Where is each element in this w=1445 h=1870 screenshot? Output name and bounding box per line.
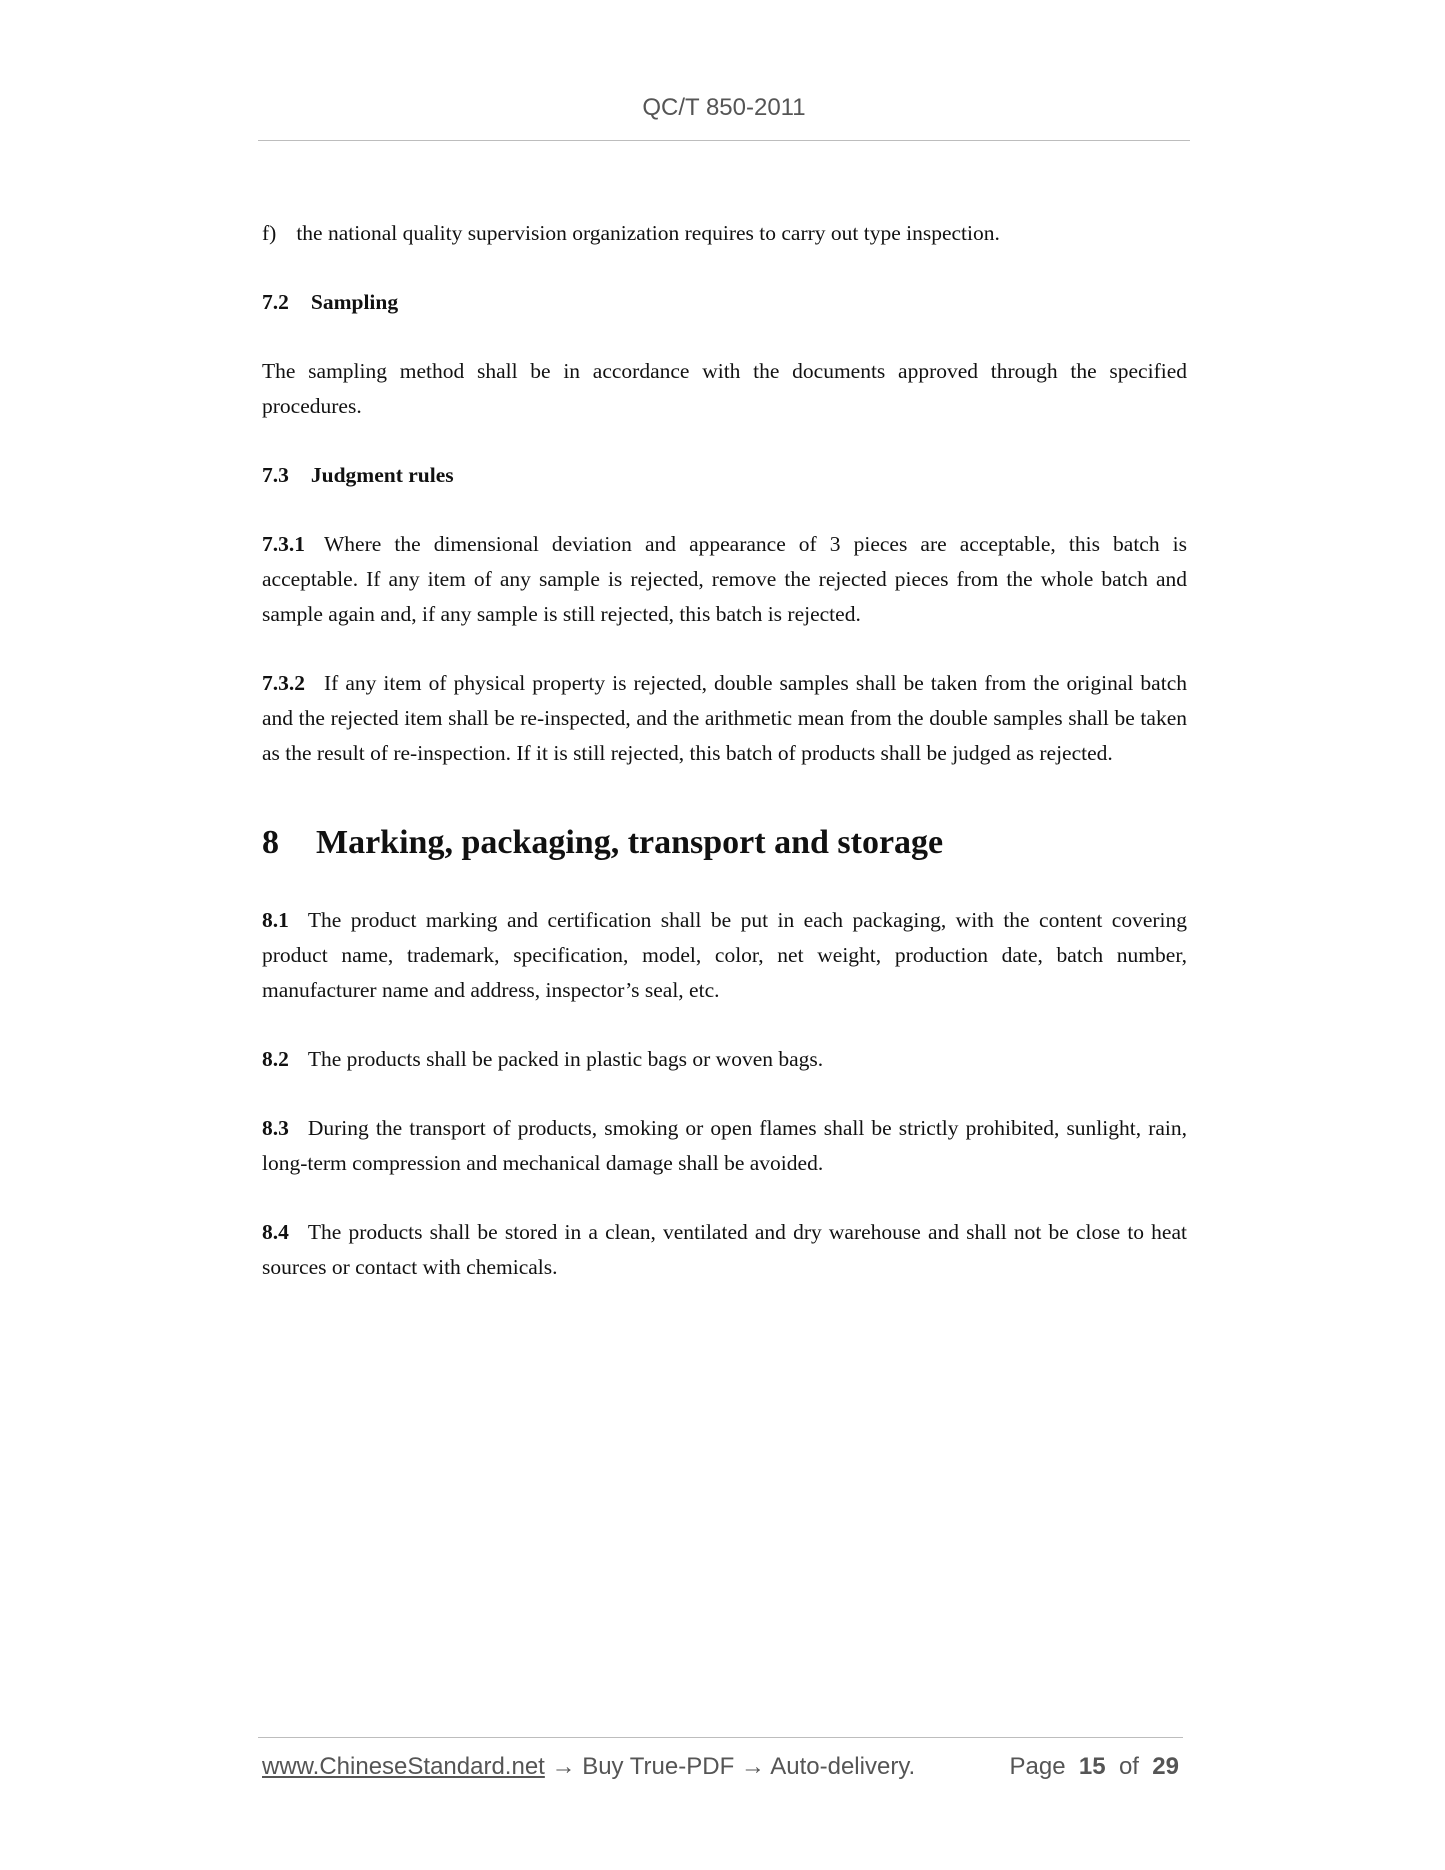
page-word: Page: [1009, 1753, 1066, 1780]
subsection-number: 7.2: [262, 290, 289, 314]
paragraph-sampling: The sampling method shall be in accordance with the documents approved through the specified procedures.: [262, 359, 1187, 418]
subsection-number: 7.3: [262, 463, 289, 487]
clause-number: 8.4: [262, 1220, 289, 1244]
clause-number: 7.3.2: [262, 671, 305, 695]
clause-7-3-2: [262, 666, 1187, 771]
footer-buy-text: Buy True-PDF: [582, 1753, 735, 1780]
clause-number: 7.3.1: [262, 532, 305, 556]
list-item-label: f): [262, 221, 277, 245]
document-body: [262, 216, 1187, 1319]
clause-text: The products shall be packed in plastic bags or woven bags.: [307, 1047, 824, 1071]
header-divider: [258, 140, 1190, 141]
clause-text: During the transport of products, smoking or open flames shall be strictly prohibited, sunlight, rain, long-term compression and mechanical damage shall be avoided.: [262, 1116, 1187, 1175]
clause-number: 8.2: [262, 1047, 289, 1071]
arrow-right-icon: →: [734, 1753, 771, 1780]
section-title: Marking, packaging, transport and storage: [316, 824, 944, 861]
clause-number: 8.1: [262, 908, 289, 932]
subsection-heading-7-3: [262, 458, 1187, 493]
clause-8-3: [262, 1111, 1187, 1181]
section-heading-8: [262, 823, 1187, 863]
page-indicator: [1009, 1753, 1179, 1781]
page-header: QC/T 850-2011: [642, 94, 806, 121]
arrow-right-icon: →: [544, 1753, 583, 1780]
clause-8-4: [262, 1215, 1187, 1285]
clause-text: The products shall be stored in a clean, ventilated and dry warehouse and shall not be close to heat sources or contact with chemicals.: [262, 1220, 1187, 1279]
website-link[interactable]: www.ChineseStandard.net: [262, 1753, 545, 1780]
list-item-text: the national quality supervision organization requires to carry out type inspection.: [296, 221, 1000, 245]
page-total: 29: [1152, 1753, 1179, 1780]
subsection-title: Sampling: [310, 290, 399, 314]
page-current: 15: [1078, 1753, 1106, 1780]
clause-7-3-1: [262, 527, 1187, 632]
clause-text: The product marking and certification shall be put in each packaging, with the content covering product name, trademark, specification, model, color, net weight, production date, batch number, manufacturer name and address, inspector’s seal, etc.: [262, 908, 1187, 1002]
clause-text: If any item of physical property is rejected, double samples shall be taken from the original batch and the rejected item shall be re-inspected, and the arithmetic mean from the double samples shall be taken as the result of re-inspection. If it is still rejected, this batch of products shall be judged as rejected.: [262, 671, 1187, 765]
of-word: of: [1118, 1753, 1139, 1780]
footer-divider: [258, 1737, 1183, 1738]
clause-number: 8.3: [262, 1116, 289, 1140]
clause-8-1: [262, 903, 1187, 1008]
clause-text: Where the dimensional deviation and appearance of 3 pieces are acceptable, this batch is acceptable. If any item of any sample is rejected, remove the rejected pieces from the whole batch and sample again and, if any sample is still rejected, this batch is rejected.: [262, 532, 1187, 626]
subsection-title: Judgment rules: [310, 463, 454, 487]
subsection-heading-7-2: [262, 285, 1187, 320]
section-number: 8: [262, 824, 279, 861]
footer-promo: [262, 1753, 915, 1781]
list-item-f: [262, 216, 1187, 251]
footer-delivery-text: Auto-delivery.: [770, 1753, 916, 1780]
clause-8-2: [262, 1042, 1187, 1077]
